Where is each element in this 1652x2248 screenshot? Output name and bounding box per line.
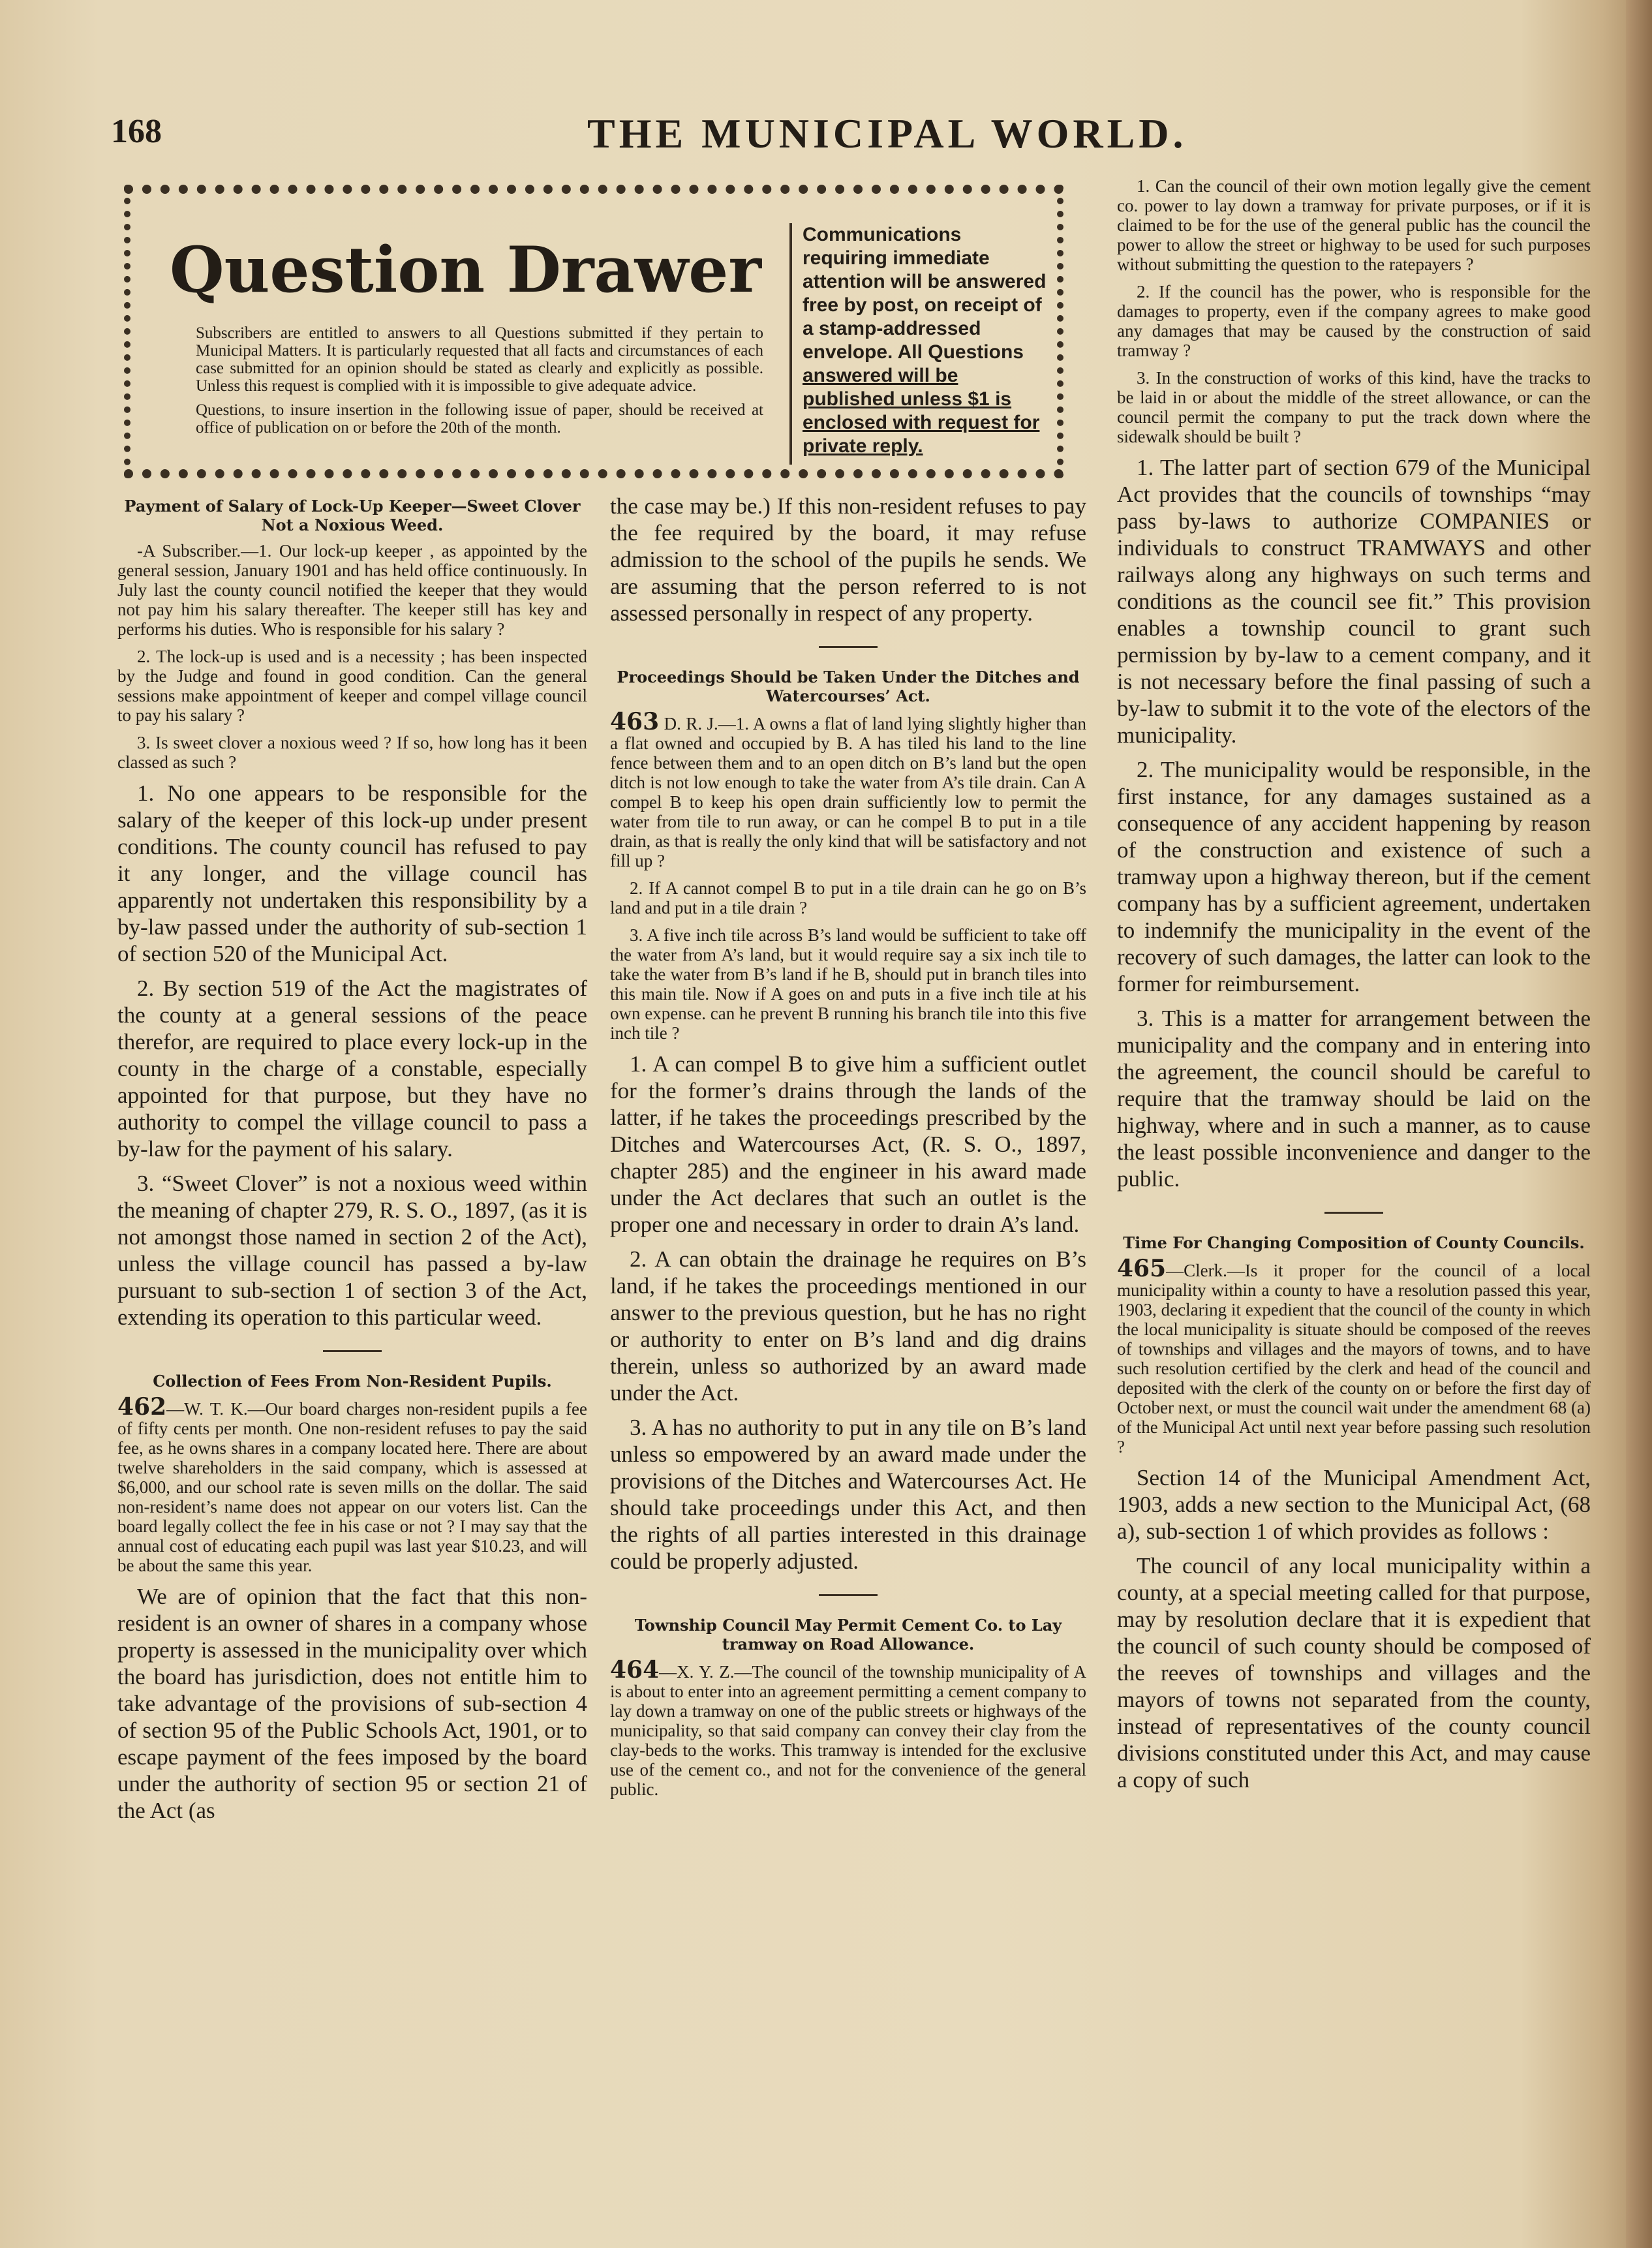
answer-text: 2. The municipality would be responsible, in the first instance, for any damages sustained as a consequence of any accident happening by reason of the construction and existence of such a tramway upon a highway thereon, but if the cement company has by a sufficient agreement, undertaken to indemnify the municipality in the event of the recovery of such damages, the latter can look to the former for reimbursement. (1117, 757, 1591, 996)
section-divider (819, 1594, 878, 1596)
deadline-paragraph: Questions, to insure insertion in the following issue of paper, should be received at office of publication on or before the 20th of the month. (196, 401, 763, 437)
column-right (1117, 176, 1591, 1801)
page-number: 168 (111, 113, 162, 150)
binding-edge (1626, 0, 1652, 2248)
column-left (117, 493, 587, 1832)
answer-text: 3. This is a matter for arrangement between the municipality and the company and in entering into the agreement, the council should be careful to require that the tramway should be laid on the highway, where and in such a manner, as to cause the least possible inconvenience and danger to the public. (1117, 1006, 1591, 1192)
question-text: 3. In the construction of works of this kind, have the tracks to be laid in or about the middle of the street allowance, or can the council permit the company to put the track down where the sidewalk should be built ? (1117, 368, 1591, 446)
notice-underlined-text: answered will be published unless $1 is enclosed with request for private reply. (803, 365, 1040, 457)
question-text: 464—X. Y. Z.—The council of the township municipality of A is about to enter into an agreement permitting a cement company to lay down a tramway on one of the public streets or highways of the municipality, so that said company can convey their clay from the clay-beds to the works. This tramway is intended for the exclusive use of the cement co., and not for the convenience of the general public. (610, 1656, 1086, 1799)
question-number: 464 (610, 1656, 660, 1684)
answer-text: 1. No one appears to be responsible for the salary of the keeper of this lock-up under present conditions. The county council has refused to pay it any longer, and the village council has apparently not undertaken this responsibility by a by-law passed under the authority of sub-section 1 of section 520 of the Municipal Act. (117, 780, 587, 966)
question-text: 462—W. T. K.—Our board charges non-resident pupils a fee of fifty cents per month. One non-resident refuses to pay the said fee, as he owns shares in a company located here. There are about twelve shareholders in the said company, which is assessed at $6,000, and our school rate is seven mills on the dollar. The said non-resident’s name does not appear on our voters list. Can the board legally collect the fee in his case or not ? I may say that the annual cost of educating each pupil was last year $10.23, and will be about the same this year. (117, 1393, 587, 1575)
masthead-title: THE MUNICIPAL WORLD. (587, 110, 1187, 157)
private-reply-notice (789, 223, 1050, 465)
notice-text: Communications requiring immediate attention will be answered free by post, on receipt of a stamp-addressed envelope. All Questions (803, 224, 1047, 363)
question-text: -A Subscriber.—1. Our lock-up keeper , as appointed by the general session, January 1901 and has held office continuously. In July last the county council notified the keeper that they would not pay him his salary thereafter. The keeper still has key and performs his duties. Who is responsible for his salary ? (117, 541, 587, 639)
answer-text: 1. A can compel B to give him a sufficient outlet for the former’s drains through the lands of the latter, if he takes the proceedings prescribed by the Ditches and Watercourses Act, (R. S. O., 1897, chapter 285) and the engineer in his award made under the Act declares that such an outlet is the proper one and necessary in order to drain A’s land. (610, 1051, 1086, 1237)
question-number: 465 (1117, 1255, 1167, 1282)
question-text: 3. Is sweet clover a noxious weed ? If so, how long has it been classed as such ? (117, 733, 587, 772)
question-number: 462 (117, 1393, 167, 1421)
article-heading: Proceedings Should be Taken Under the Ditches and Watercourses’ Act. (617, 668, 1080, 705)
question-drawer-instructions (196, 324, 763, 443)
question-drawer-box (124, 185, 1063, 478)
section-divider (323, 1350, 382, 1352)
answer-text: We are of opinion that the fact that this non-resident is an owner of shares in a company whose property is assessed in the municipality over which the board has jurisdiction, does not entitle him to take advantage of the provisions of sub-section 4 of section 95 of the Public Schools Act, 1901, or to escape payment of the fees imposed by the board under the authority of section 95 or section 21 of the Act (as (117, 1584, 587, 1823)
article-heading: Time For Changing Composition of County Councils. (1123, 1233, 1585, 1252)
section-divider (819, 646, 878, 648)
answer-text: 1. The latter part of section 679 of the Municipal Act provides that the councils of townships “may pass by-laws to authorize COMPANIES or individuals to construct TRAMWAYS and other railways along any highways on such terms and conditions as the council see fit.” This provision enables a township council to grant such permission by by-law to a cement company, and it is not necessary before the final passing of such a by-law to submit it to the vote of the electors of the municipality. (1117, 455, 1591, 748)
question-text: 3. A five inch tile across B’s land would be sufficient to take off the water from A’s land, but it would require say a six inch tile to take the water from B’s land if he B, should put in branch tiles into this main tile. Now if A goes on and puts in a five inch tile at his own expense. can he prevent B running his branch tile into this five inch tile ? (610, 925, 1086, 1043)
question-text: 465—Clerk.—Is it proper for the council of a local municipality within a county to have a resolution passed this year, 1903, declaring it expedient that the council of the county in which the local municipality is situate should be composed of the reeves of townships and villages and the mayors of towns, and to have such resolution certified by the clerk and head of the council and deposited with the clerk of the county on or before the first day of October next, or must the council wait under the amendment 68 (a) of the Municipal Act until next year before passing such resolution ? (1117, 1255, 1591, 1456)
section-divider (1324, 1212, 1383, 1214)
question-text: 2. The lock-up is used and is a necessity ; has been inspected by the Judge and found in good condition. Can the general sessions make appointment of keeper and compel village council to pay his salary ? (117, 647, 587, 725)
question-text: 463 D. R. J.—1. A owns a flat of land lying slightly higher than a flat owned and occupied by B. A has tiled his land to the line fence between them and to an open ditch on B’s land but the open ditch is not low enough to take the water from A’s tile drain. Can A compel B to keep his open drain sufficiently low to permit the water from tile to run away, or can he compel B to put in a tile drain, as that is really the only kind that will be satisfactory and not fill up ? (610, 708, 1086, 870)
question-text: 2. If A cannot compel B to put in a tile drain can he go on B’s land and put in a tile drain ? (610, 878, 1086, 917)
answer-text: 2. A can obtain the drainage he requires on B’s land, if he takes the proceedings mentioned in our answer to the previous question, but he has no right or authority to enter on B’s land and dig drains therein, unless so authorized by an award made under the Act. (610, 1246, 1086, 1406)
question-drawer-title: Question Drawer (170, 233, 761, 307)
answer-text: the case may be.) If this non-resident refuses to pay the fee required by the board, it may refuse admission to the school of the pupils he sends. We are assuming that the person referred to is not assessed personally in respect of any property. (610, 493, 1086, 626)
answer-text: 3. “Sweet Clover” is not a noxious weed within the meaning of chapter 279, R. S. O., 1897, (as it is not amongst those named in section 2 of the Act), unless the village council has passed a by-law pursuant to sub-section 1 of section 3 of the Act, extending its operation to this particular weed. (117, 1171, 587, 1330)
question-text: 1. Can the council of their own motion legally give the cement co. power to lay down a tramway for private purposes, or if it is claimed to be for the use of the general public has the council the power to allow the street or highway to be used for such purposes without submitting the question to the ratepayers ? (1117, 176, 1591, 274)
question-number: 463 (610, 708, 660, 735)
article-heading: Township Council May Permit Cement Co. to Lay tramway on Road Allowance. (634, 1616, 1062, 1654)
column-middle (610, 493, 1086, 1807)
page-header (111, 110, 1220, 162)
answer-text: Section 14 of the Municipal Amendment Act, 1903, adds a new section to the Municipal Act, (68 a), sub-section 1 of which provides as follows : (1117, 1465, 1591, 1544)
instructions-paragraph: Subscribers are entitled to answers to all Questions submitted if they pertain to Municipal Matters. It is particularly requested that all facts and circumstances of each case submitted for an opinion should be stated as clearly and explicitly as possible. Unless this request is complied with it is impossible to give adequate advice. (196, 324, 763, 395)
answer-text: The council of any local municipality within a county, at a special meeting called for that purpose, may by resolution declare that it is expedient that the council of such county should be composed of the reeves of townships and villages and the mayors of towns not separated from the county, instead of representatives of the county council divisions constituted under this Act, and may cause a copy of such (1117, 1553, 1591, 1793)
question-text: 2. If the council has the power, who is responsible for the damages to property, even if the company agrees to make good any damages that may be caused by the construction of said tramway ? (1117, 282, 1591, 360)
answer-text: 3. A has no authority to put in any tile on B’s land unless so empowered by an award made under the provisions of the Ditches and Watercourses Act. He should take proceedings under this Act, and then the rights of all parties interested in this drainage could be properly adjusted. (610, 1415, 1086, 1574)
article-heading: Collection of Fees From Non-Resident Pupils. (153, 1372, 552, 1391)
answer-text: 2. By section 519 of the Act the magistrates of the county at a general sessions of the peace therefor, are required to place every lock-up in the county in the charge of a constable, especially appointed for that purpose, but they have no authority to compel the village council to pass a by-law for the payment of his salary. (117, 976, 587, 1162)
article-heading: Payment of Salary of Lock-Up Keeper—Sweet Clover Not a Noxious Weed. (124, 497, 581, 534)
